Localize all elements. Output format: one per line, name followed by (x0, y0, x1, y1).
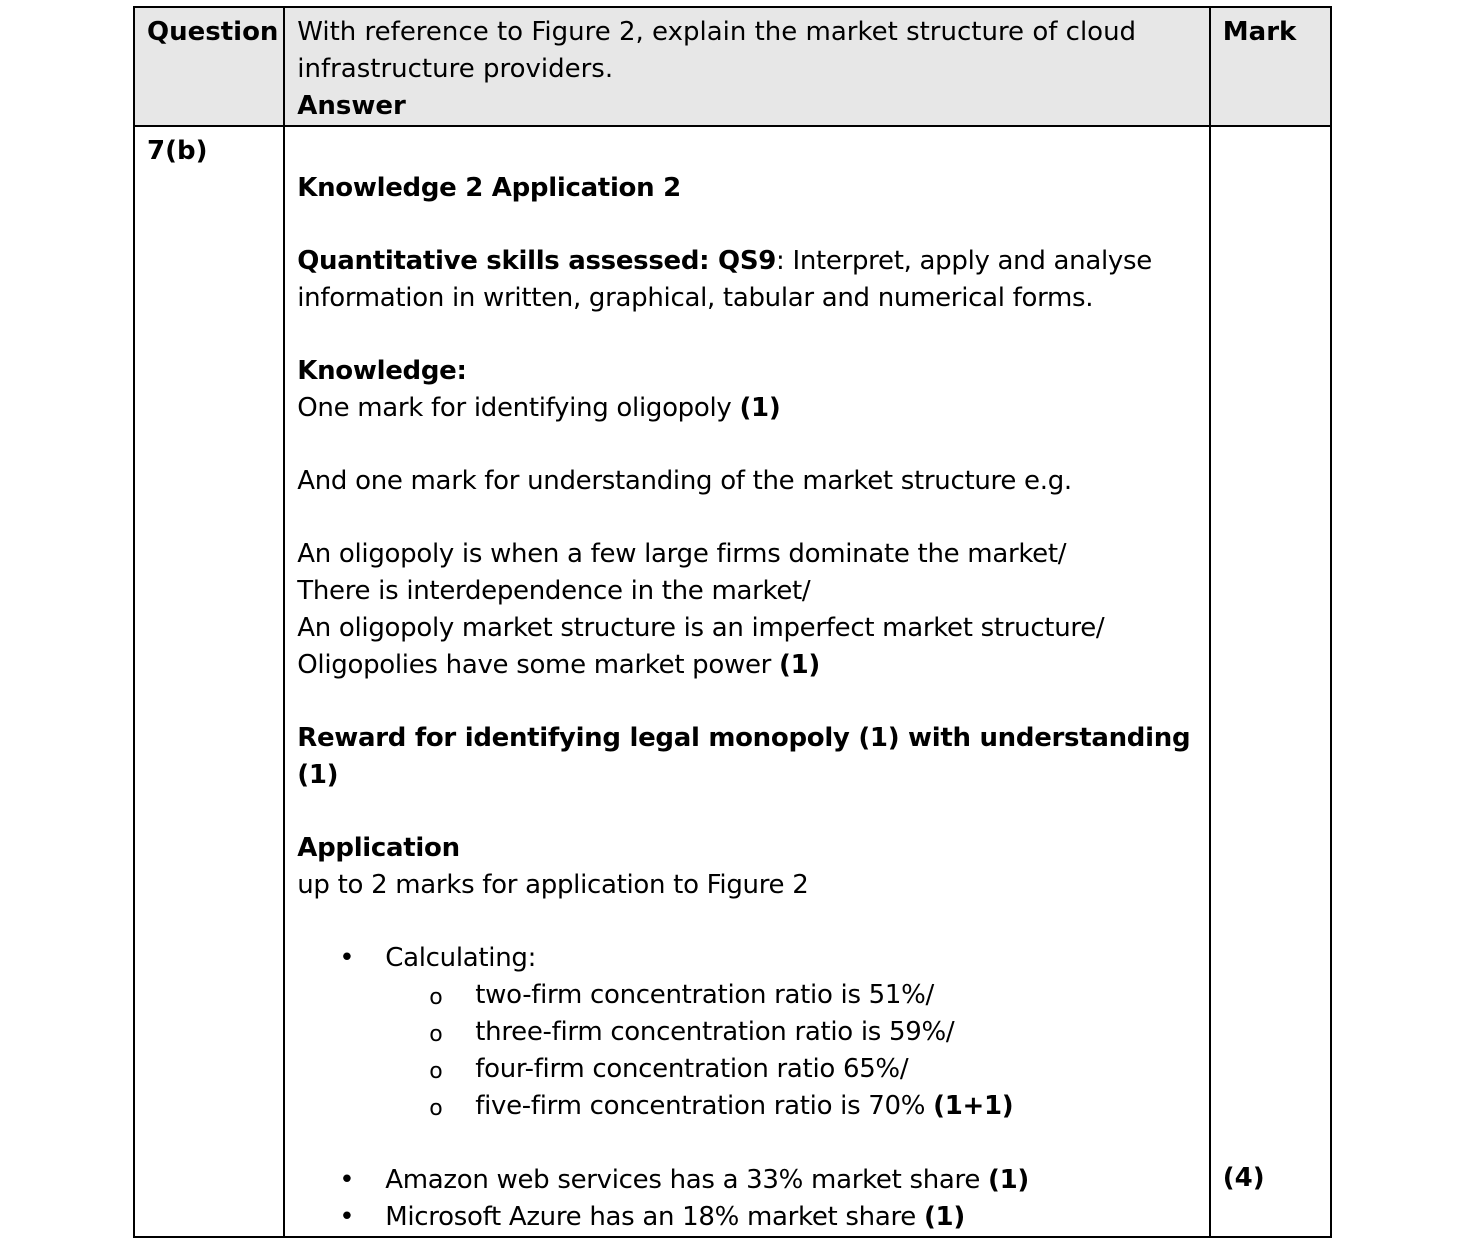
ratio-item (385, 1088, 1197, 1125)
reward-line: (1) (297, 760, 339, 790)
example-line: An oligopoly market structure is an imperfect market structure/ (297, 613, 1105, 643)
share-item (297, 1199, 1197, 1236)
application-heading: Application (297, 833, 460, 863)
example-mark: (1) (779, 650, 820, 680)
answer-row (134, 126, 1331, 1237)
knowledge-line (297, 390, 1197, 427)
application-line: up to 2 marks for application to Figure 2 (297, 870, 809, 900)
knowledge-text: One mark for identifying oligopoly (297, 393, 740, 423)
answer-label: Answer (297, 91, 406, 121)
marks-heading: Knowledge 2 Application 2 (297, 173, 681, 203)
question-number-cell (134, 126, 284, 1237)
knowledge-heading: Knowledge: (297, 356, 467, 386)
question-number: 7(b) (147, 136, 208, 166)
calculating-label: Calculating: (385, 943, 537, 973)
ratio-mark: (1+1) (933, 1091, 1014, 1121)
share-mark: (1) (988, 1165, 1029, 1195)
ratio-item: o three-firm concentration ratio is 59%/ (385, 1014, 1197, 1051)
ratio-list (385, 977, 1197, 1125)
understanding-line: And one mark for understanding of the market structure e.g. (297, 466, 1072, 496)
answer-cell (284, 126, 1210, 1237)
example-text: Oligopolies have some market power (297, 650, 779, 680)
question-header-cell (134, 7, 284, 126)
question-text-line: infrastructure providers. (297, 54, 614, 84)
mark-value: (4) (1222, 1163, 1265, 1193)
example-line (297, 647, 1197, 684)
share-text: Microsoft Azure has an 18% market share (385, 1202, 924, 1232)
mark-header-cell (1210, 7, 1331, 126)
share-mark: (1) (923, 1202, 965, 1232)
mark-cell (1210, 126, 1331, 1237)
reward-line: Reward for identifying legal monopoly (1) with understanding (297, 723, 1191, 753)
knowledge-mark: (1) (739, 393, 781, 423)
question-label: Question (147, 17, 279, 47)
question-text-line: With reference to Figure 2, explain the market structure of cloud (297, 17, 1137, 47)
ratio-item: o four-firm concentration ratio 65%/ (385, 1051, 1197, 1088)
share-list (297, 1162, 1197, 1236)
ratio-item: o two-firm concentration ratio is 51%/ (385, 977, 1197, 1014)
mark-label: Mark (1222, 17, 1297, 47)
header-row (134, 7, 1331, 126)
example-line: An oligopoly is when a few large firms dominate the market/ (297, 539, 1067, 569)
list-item (297, 940, 1197, 1125)
mark-scheme-table (133, 6, 1332, 1238)
share-text: Amazon web services has a 33% market share (385, 1165, 989, 1195)
qs-label: Quantitative skills assessed: QS9 (297, 246, 777, 276)
calculating-list (297, 940, 1197, 1125)
qs-text: : Interpret, apply and analyse (776, 246, 1152, 276)
example-line: There is interdependence in the market/ (297, 576, 811, 606)
qs-text-line: information in written, graphical, tabular and numerical forms. (297, 283, 1094, 313)
question-text-cell (284, 7, 1210, 126)
qs-paragraph (297, 243, 1197, 280)
ratio-text: five-firm concentration ratio is 70% (475, 1091, 934, 1121)
share-item (297, 1162, 1197, 1199)
